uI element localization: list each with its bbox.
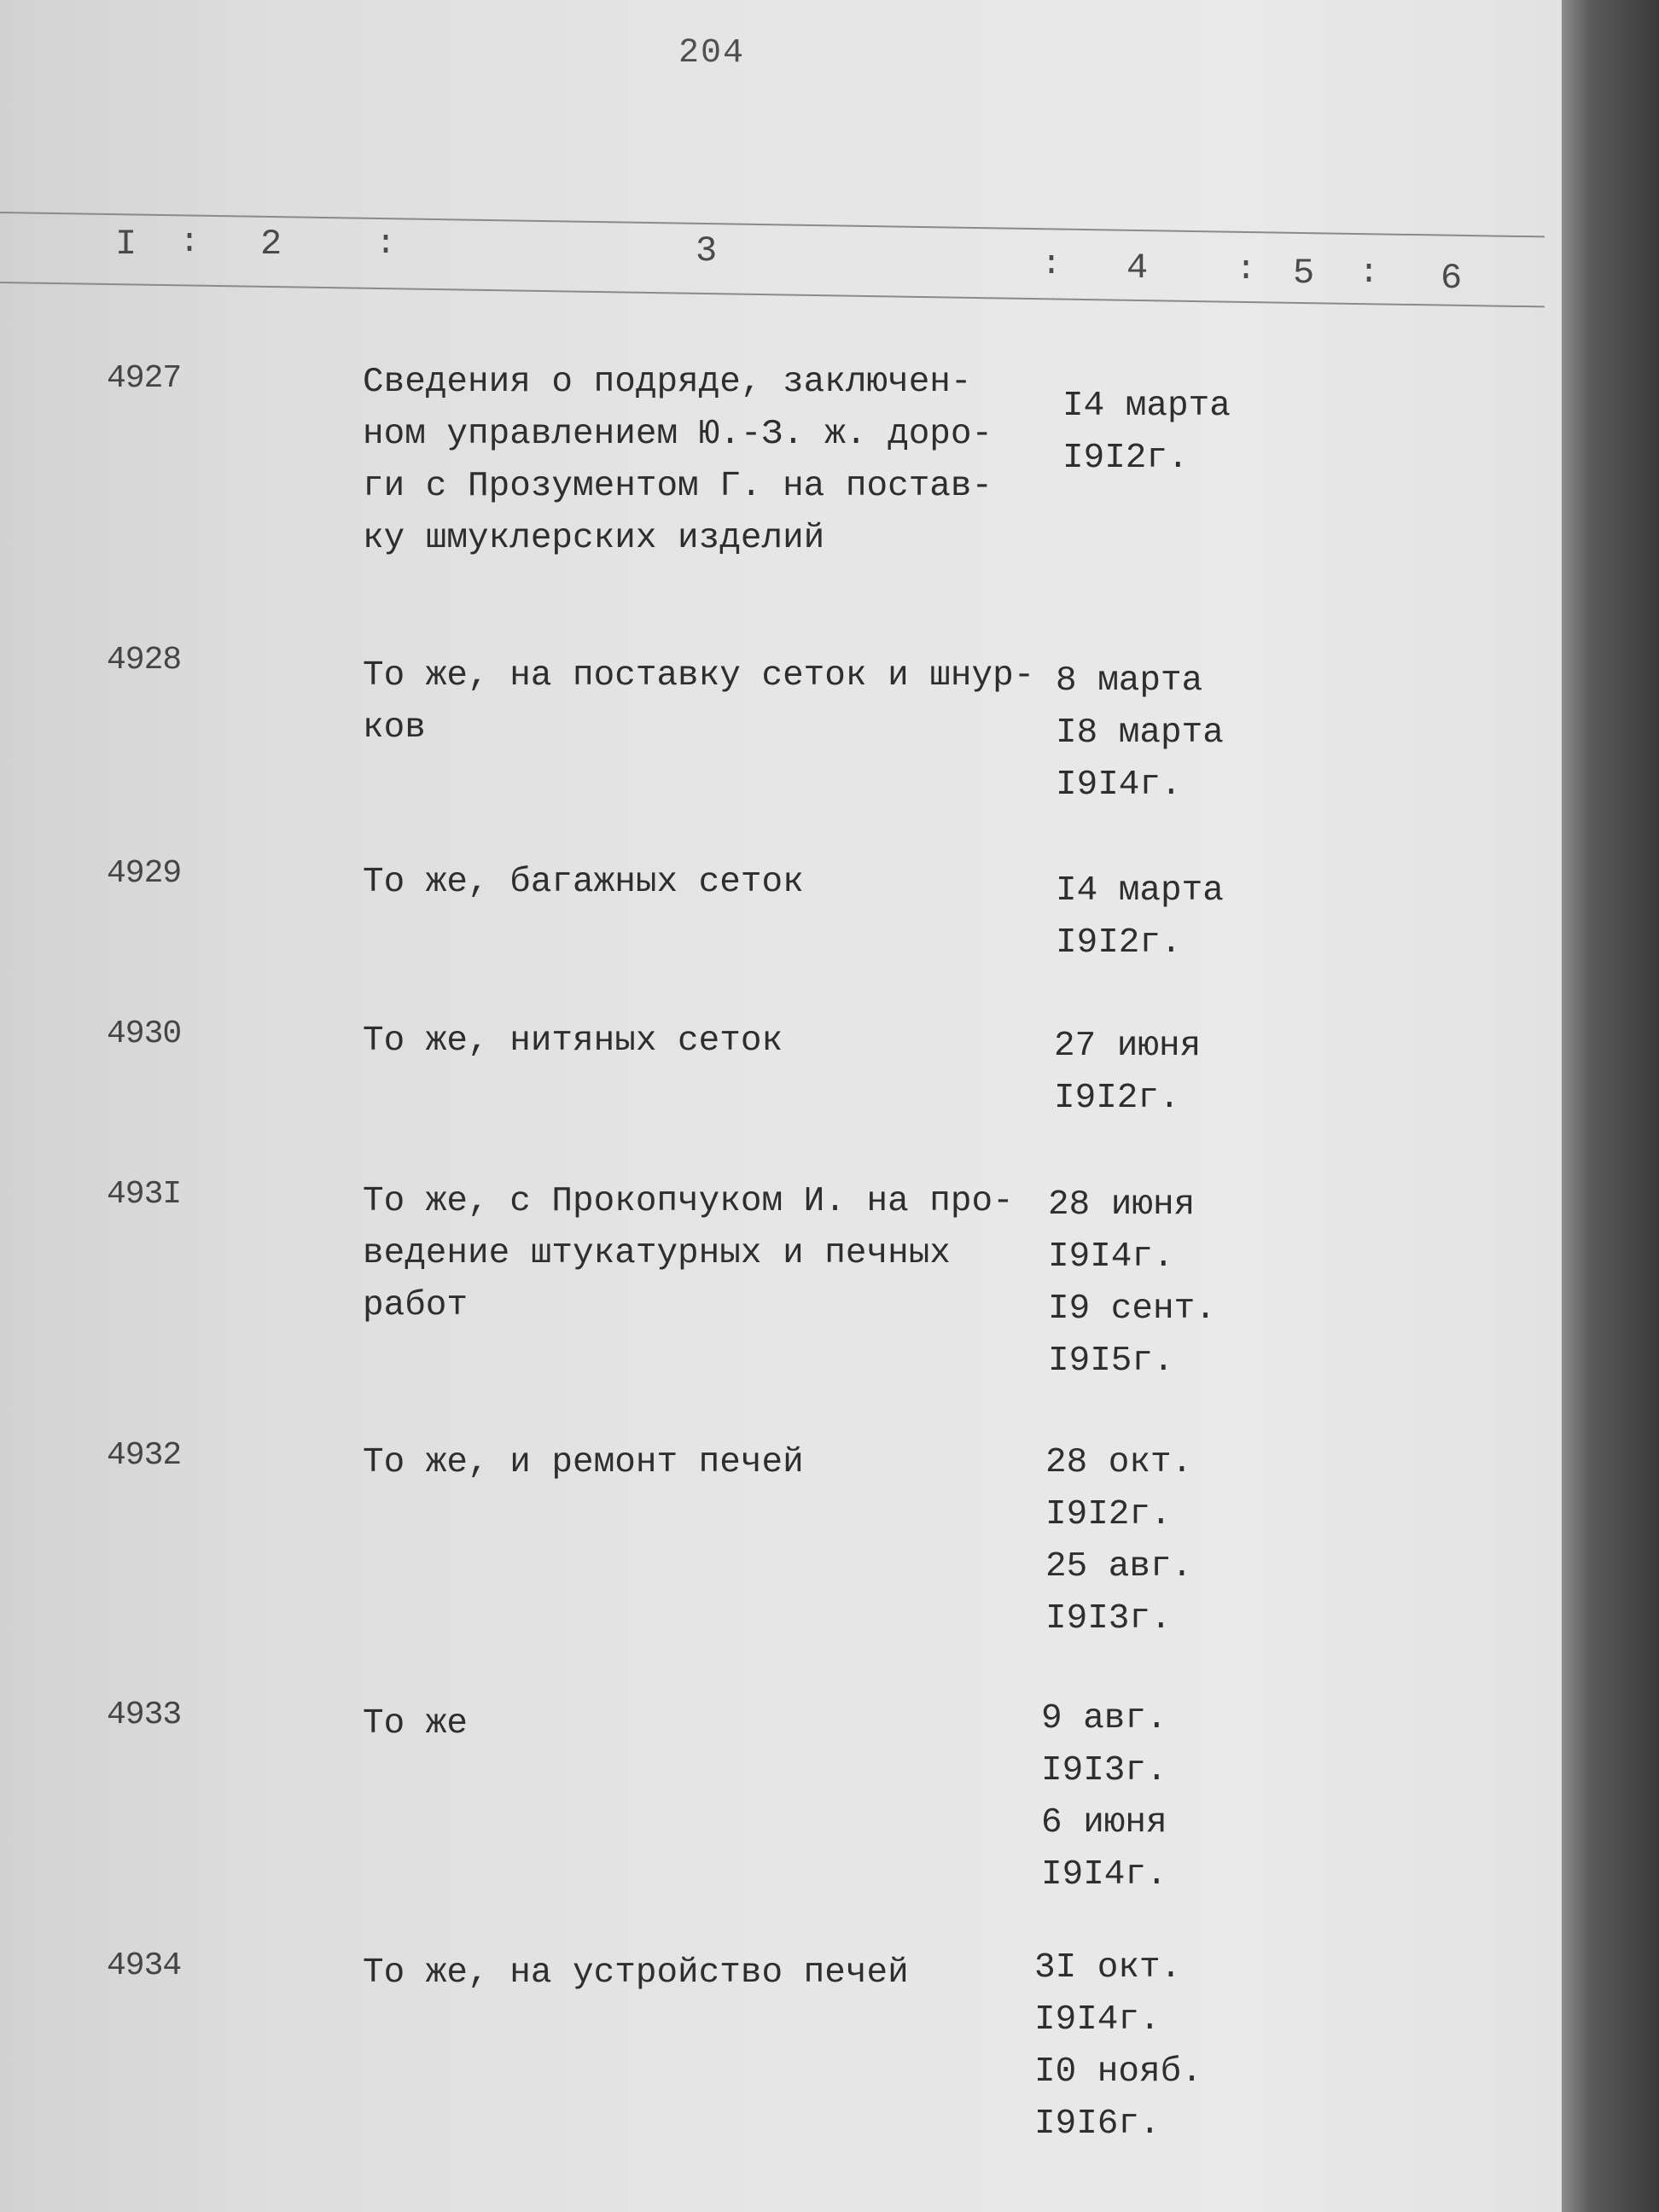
entry-dates (1062, 381, 1231, 485)
entry-date: 3I окт. (1034, 1948, 1182, 1988)
entry-date: I9I4г. (1034, 2000, 1161, 2040)
entry-dates (1056, 655, 1224, 812)
entry-date: I9I2г. (1054, 1079, 1180, 1118)
entry-date: 25 авг. (1045, 1547, 1193, 1586)
entry-description: То же, на устройство печей (363, 1953, 909, 1993)
entry-date: I9I6г. (1034, 2104, 1161, 2144)
entry-date: I9I3г. (1045, 1599, 1172, 1639)
column-separator: : (1041, 246, 1062, 284)
entry-date: I9I2г. (1045, 1495, 1172, 1534)
entry-date: I8 марта (1056, 713, 1224, 753)
entry-number: 4933 (107, 1697, 182, 1733)
column-separator: : (1236, 251, 1257, 289)
entry-dates (1034, 1942, 1202, 2151)
entry-description: То же, на поставку сеток и шнур- ков (363, 656, 1035, 748)
page-number: 204 (678, 34, 746, 73)
entry-date: 27 июня (1054, 1027, 1202, 1066)
entry-description: Сведения о подряде, заключен- ном управлением Ю.-З. ж. доро- ги с Прозументом Г. на постав- ку шмуклерских изделий (363, 363, 993, 558)
entry-description: То же, с Прокопчуком И. на про- ведение штукатурных и печных работ (363, 1182, 1014, 1325)
entry-date: 8 марта (1056, 661, 1203, 701)
entry-number: 4928 (107, 642, 182, 678)
entry-date: I9I2г. (1062, 439, 1189, 478)
entry-description: То же, багажных сеток (363, 863, 804, 902)
column-header-2: 2 (260, 224, 282, 265)
entry-date: I4 марта (1056, 871, 1224, 911)
entry-date: 6 июня (1041, 1803, 1167, 1842)
column-separator: : (375, 225, 397, 264)
entry-number: 4930 (107, 1016, 182, 1052)
entry-dates (1056, 865, 1224, 969)
column-header-6: 6 (1441, 258, 1463, 299)
entry-dates (1054, 1021, 1201, 1125)
column-header-5: 5 (1293, 253, 1315, 294)
entry-number: 493I (107, 1176, 182, 1213)
entry-description: То же, нитяных сеток (363, 1022, 783, 1061)
header-top-rule (0, 212, 1545, 237)
column-header-1: I (115, 224, 137, 265)
entry-number: 4934 (107, 1947, 182, 1984)
entry-dates (1048, 1179, 1216, 1388)
entry-date: I9 сент. (1048, 1289, 1216, 1329)
entry-date: 28 окт. (1045, 1443, 1193, 1482)
column-separator: : (1359, 254, 1380, 293)
entry-dates (1045, 1437, 1192, 1645)
entry-number: 4927 (107, 360, 182, 397)
page-edge-shadow (1562, 0, 1659, 2212)
entry-date: I9I2г. (1056, 923, 1182, 963)
column-separator: : (179, 224, 201, 262)
column-header-3: 3 (696, 230, 718, 271)
entry-date: 28 июня (1048, 1185, 1196, 1225)
entry-date: I9I4г. (1041, 1855, 1167, 1895)
entry-date: I9I3г. (1041, 1751, 1167, 1790)
entry-date: I9I4г. (1048, 1237, 1174, 1277)
entry-date: I9I4г. (1056, 765, 1182, 805)
column-header-4: 4 (1126, 247, 1149, 288)
entry-number: 4929 (107, 855, 182, 892)
entry-description: То же (363, 1704, 469, 1743)
entry-date: I4 марта (1062, 387, 1231, 426)
entry-description: То же, и ремонт печей (363, 1443, 804, 1482)
entry-number: 4932 (107, 1437, 182, 1474)
entry-date: 9 авг. (1041, 1699, 1167, 1738)
entry-date: I0 нояб. (1034, 2052, 1202, 2092)
entry-dates (1041, 1693, 1167, 1901)
entry-date: I9I5г. (1048, 1342, 1174, 1381)
